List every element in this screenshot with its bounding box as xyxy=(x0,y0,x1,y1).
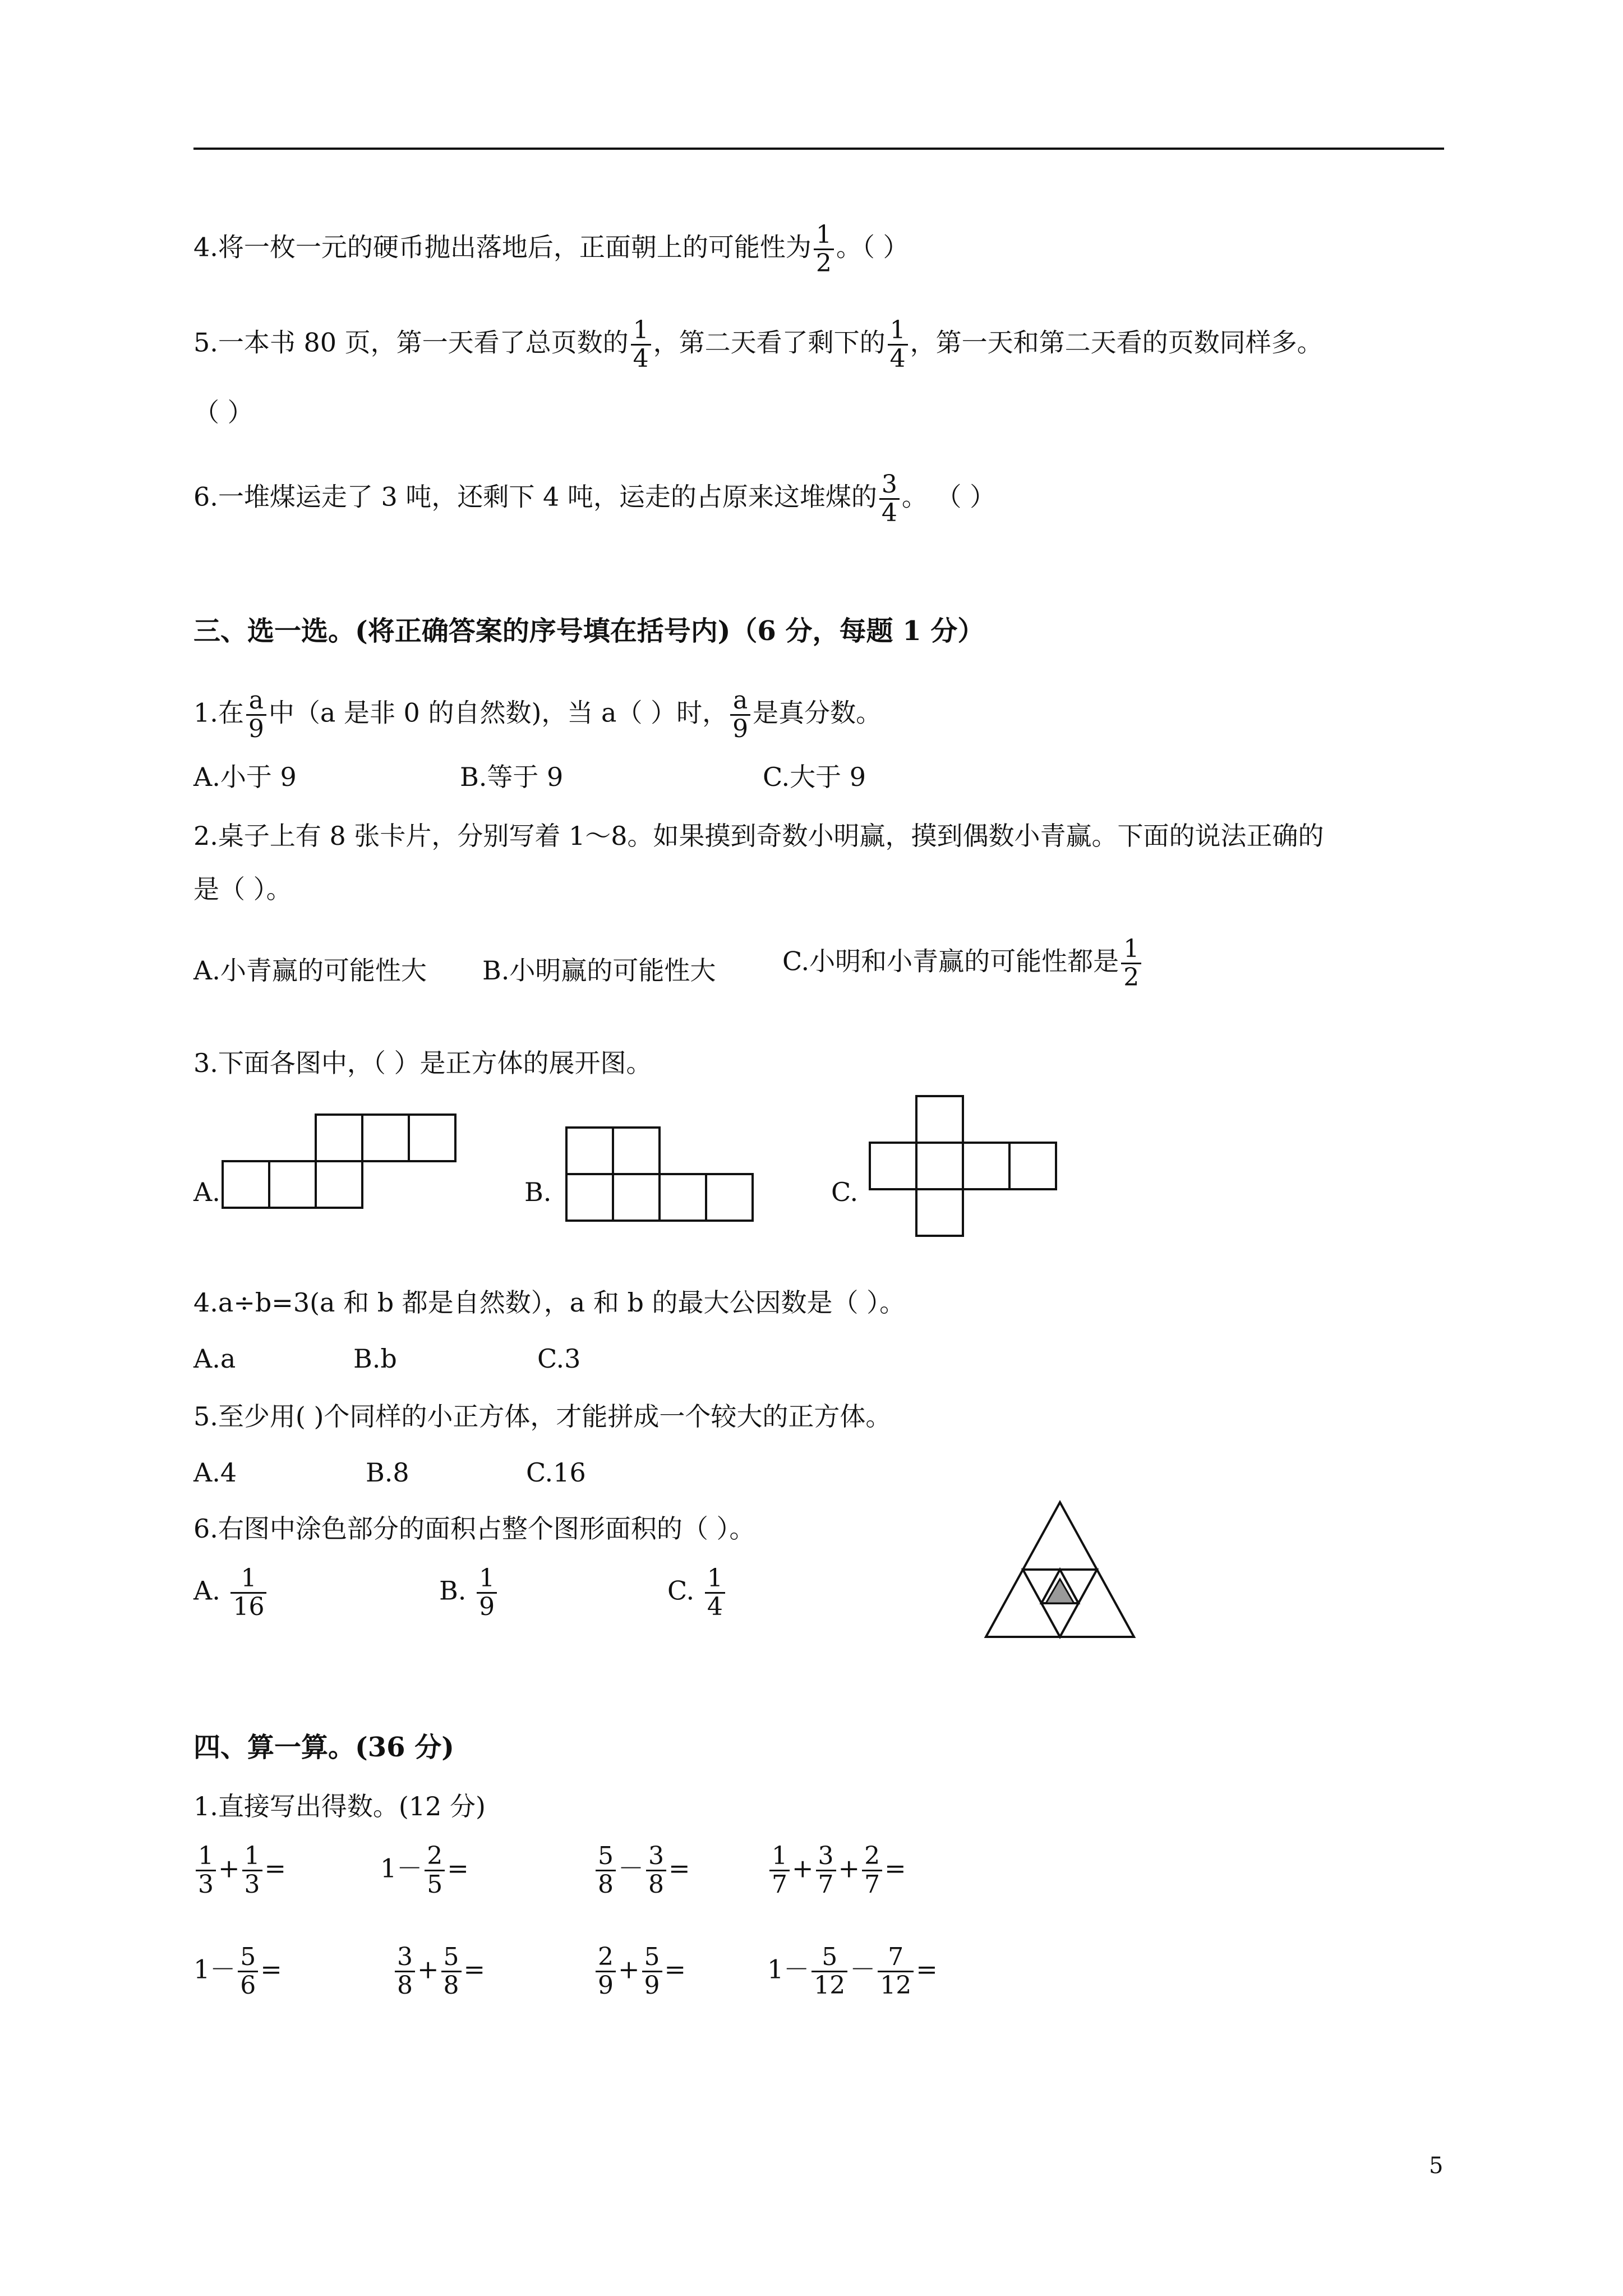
fraction: $\frac{1}{4}$ xyxy=(631,317,651,372)
fraction: $\frac{1}{4}$ xyxy=(705,1565,725,1621)
s4-sub1: 1.直接写出得数。(12 分) xyxy=(193,1791,486,1821)
net-c-square xyxy=(869,1142,917,1190)
s3-q4: 4.a÷b=3(a 和 b 都是自然数），a 和 b 的最大公因数是（ ）。 xyxy=(193,1287,906,1318)
net-c-label: C. xyxy=(831,1177,859,1207)
fraction: $\frac{a}{9}$ xyxy=(246,687,266,743)
calc-r1-e2: 1－ $\frac{2}{5}$ = xyxy=(380,1842,469,1899)
s3-q5-option-a: A.4 xyxy=(193,1457,237,1488)
fraction: $\frac{7}{12}$ xyxy=(878,1944,914,1999)
fraction: $\frac{3}{8}$ xyxy=(395,1944,415,1999)
calc-r1-e3: $\frac{5}{8}$ － $\frac{3}{8}$ = xyxy=(593,1843,690,1898)
s3-q4-option-a: A.a xyxy=(193,1343,236,1374)
calc-r2-e1: 1－ $\frac{5}{6}$ = xyxy=(193,1943,282,2000)
fraction: $\frac{a}{9}$ xyxy=(730,687,750,743)
s3-q2-option-b: B.小明赢的可能性大 xyxy=(482,955,716,986)
fraction: $\frac{5}{12}$ xyxy=(811,1944,847,1999)
net-b-square xyxy=(705,1173,754,1222)
fraction: $\frac{1}{3}$ xyxy=(242,1843,262,1898)
fraction: $\frac{1}{2}$ xyxy=(814,222,834,277)
calc-r2-e4: 1－ $\frac{5}{12}$ － $\frac{7}{12}$ = xyxy=(767,1943,938,2000)
calc-r1-e4: $\frac{1}{7}$ + $\frac{3}{7}$ + $\frac{2}{7}$ = xyxy=(767,1843,906,1898)
fraction: $\frac{1}{4}$ xyxy=(888,317,908,372)
net-b-square xyxy=(612,1126,661,1175)
net-b-label: B. xyxy=(524,1177,552,1207)
net-b-square xyxy=(565,1126,614,1175)
net-a-square xyxy=(268,1160,317,1209)
fraction: $\frac{2}{7}$ xyxy=(862,1843,882,1898)
net-c-square xyxy=(962,1142,1011,1190)
net-c-square xyxy=(915,1142,964,1190)
judge-q5: 5.一本书 80 页，第一天看了总页数的 $\frac{1}{4}$ ，第二天看了剩下的 $\frac{1}{4}$ ，第一天和第二天看的页数同样多。 xyxy=(193,316,1323,373)
s3-q2-line1: 2.桌子上有 8 张卡片，分别写着 1～8。如果摸到奇数小明赢，摸到偶数小青赢。下面的说法正确的 xyxy=(193,821,1324,851)
triangle-figure xyxy=(981,1498,1138,1644)
fraction: $\frac{1}{7}$ xyxy=(769,1843,790,1898)
fraction: $\frac{1}{2}$ xyxy=(1121,936,1141,991)
fraction: $\frac{2}{5}$ xyxy=(425,1843,445,1898)
s3-q5: 5.至少用( )个同样的小正方体，才能拼成一个较大的正方体。 xyxy=(193,1401,892,1432)
net-b-square xyxy=(565,1173,614,1222)
s3-q4-option-c: C.3 xyxy=(537,1343,581,1374)
s3-q6-option-a: A. $\frac{1}{16}$ xyxy=(193,1565,269,1621)
net-a-label: A. xyxy=(193,1177,220,1207)
s3-q6: 6.右图中涂色部分的面积占整个图形面积的（ ）。 xyxy=(193,1513,755,1544)
s3-q5-option-c: C.16 xyxy=(526,1457,586,1488)
net-a-square xyxy=(408,1114,457,1162)
fraction: $\frac{3}{8}$ xyxy=(646,1843,666,1898)
calc-r2-e2: $\frac{3}{8}$ + $\frac{5}{8}$ = xyxy=(393,1944,485,1999)
net-a-square xyxy=(315,1160,363,1209)
fraction: $\frac{5}{8}$ xyxy=(596,1843,616,1898)
fraction: $\frac{5}{6}$ xyxy=(238,1944,258,1999)
judge-q4: 4.将一枚一元的硬币抛出落地后，正面朝上的可能性为 $\frac{1}{2}$ 。（ ） xyxy=(193,220,909,278)
net-a-square xyxy=(361,1114,410,1162)
page-number: 5 xyxy=(1429,2153,1444,2179)
fraction: $\frac{1}{9}$ xyxy=(477,1565,497,1621)
net-c-square xyxy=(915,1188,964,1237)
judge-q5-answer-paren: （ ） xyxy=(193,397,253,427)
net-b-square xyxy=(658,1173,707,1222)
fraction: $\frac{3}{4}$ xyxy=(879,471,900,527)
fraction: $\frac{3}{7}$ xyxy=(816,1843,836,1898)
s3-q2-line2: 是（ ）。 xyxy=(193,874,292,904)
s3-q2-option-c: C.小明和小青赢的可能性都是 $\frac{1}{2}$ xyxy=(782,936,1144,991)
judge-q6: 6.一堆煤运走了 3 吨，还剩下 4 吨，运走的占原来这堆煤的 $\frac{3}{4}$ 。 （ ） xyxy=(193,470,996,527)
shaded-triangle xyxy=(1046,1579,1074,1603)
s3-q6-option-c: C. $\frac{1}{4}$ xyxy=(667,1565,727,1621)
s3-q1-option-b: B.等于 9 xyxy=(460,762,564,792)
s3-q1: 1.在 $\frac{a}{9}$ 中（a 是非 0 的自然数)，当 a（ ）时， $\frac{a}{9}$ 是真分数。 xyxy=(193,686,882,743)
fraction: $\frac{5}{9}$ xyxy=(642,1944,662,1999)
section4-heading: 四、算一算。(36 分) xyxy=(193,1732,454,1763)
net-a-square xyxy=(222,1160,270,1209)
fraction: $\frac{2}{9}$ xyxy=(596,1944,616,1999)
calc-r1-e1: $\frac{1}{3}$ + $\frac{1}{3}$ = xyxy=(193,1843,286,1898)
s3-q3: 3.下面各图中，（ ）是正方体的展开图。 xyxy=(193,1048,652,1078)
s3-q2-option-a: A.小青赢的可能性大 xyxy=(193,955,427,986)
net-c-square xyxy=(1008,1142,1057,1190)
header-rule xyxy=(193,148,1444,150)
s3-q1-option-c: C.大于 9 xyxy=(763,762,866,792)
net-b-square xyxy=(612,1173,661,1222)
fraction: $\frac{1}{3}$ xyxy=(196,1843,216,1898)
net-a-square xyxy=(315,1114,363,1162)
section3-heading: 三、选一选。(将正确答案的序号填在括号内)（6 分，每题 1 分） xyxy=(193,615,985,647)
s3-q1-option-a: A.小于 9 xyxy=(193,762,297,792)
s3-q4-option-b: B.b xyxy=(353,1343,397,1374)
s3-q6-option-b: B. $\frac{1}{9}$ xyxy=(439,1565,499,1621)
calc-r2-e3: $\frac{2}{9}$ + $\frac{5}{9}$ = xyxy=(593,1944,686,1999)
fraction: $\frac{5}{8}$ xyxy=(441,1944,462,1999)
fraction: $\frac{1}{16}$ xyxy=(230,1565,266,1621)
net-c-square xyxy=(915,1095,964,1144)
s3-q5-option-b: B.8 xyxy=(366,1457,409,1488)
